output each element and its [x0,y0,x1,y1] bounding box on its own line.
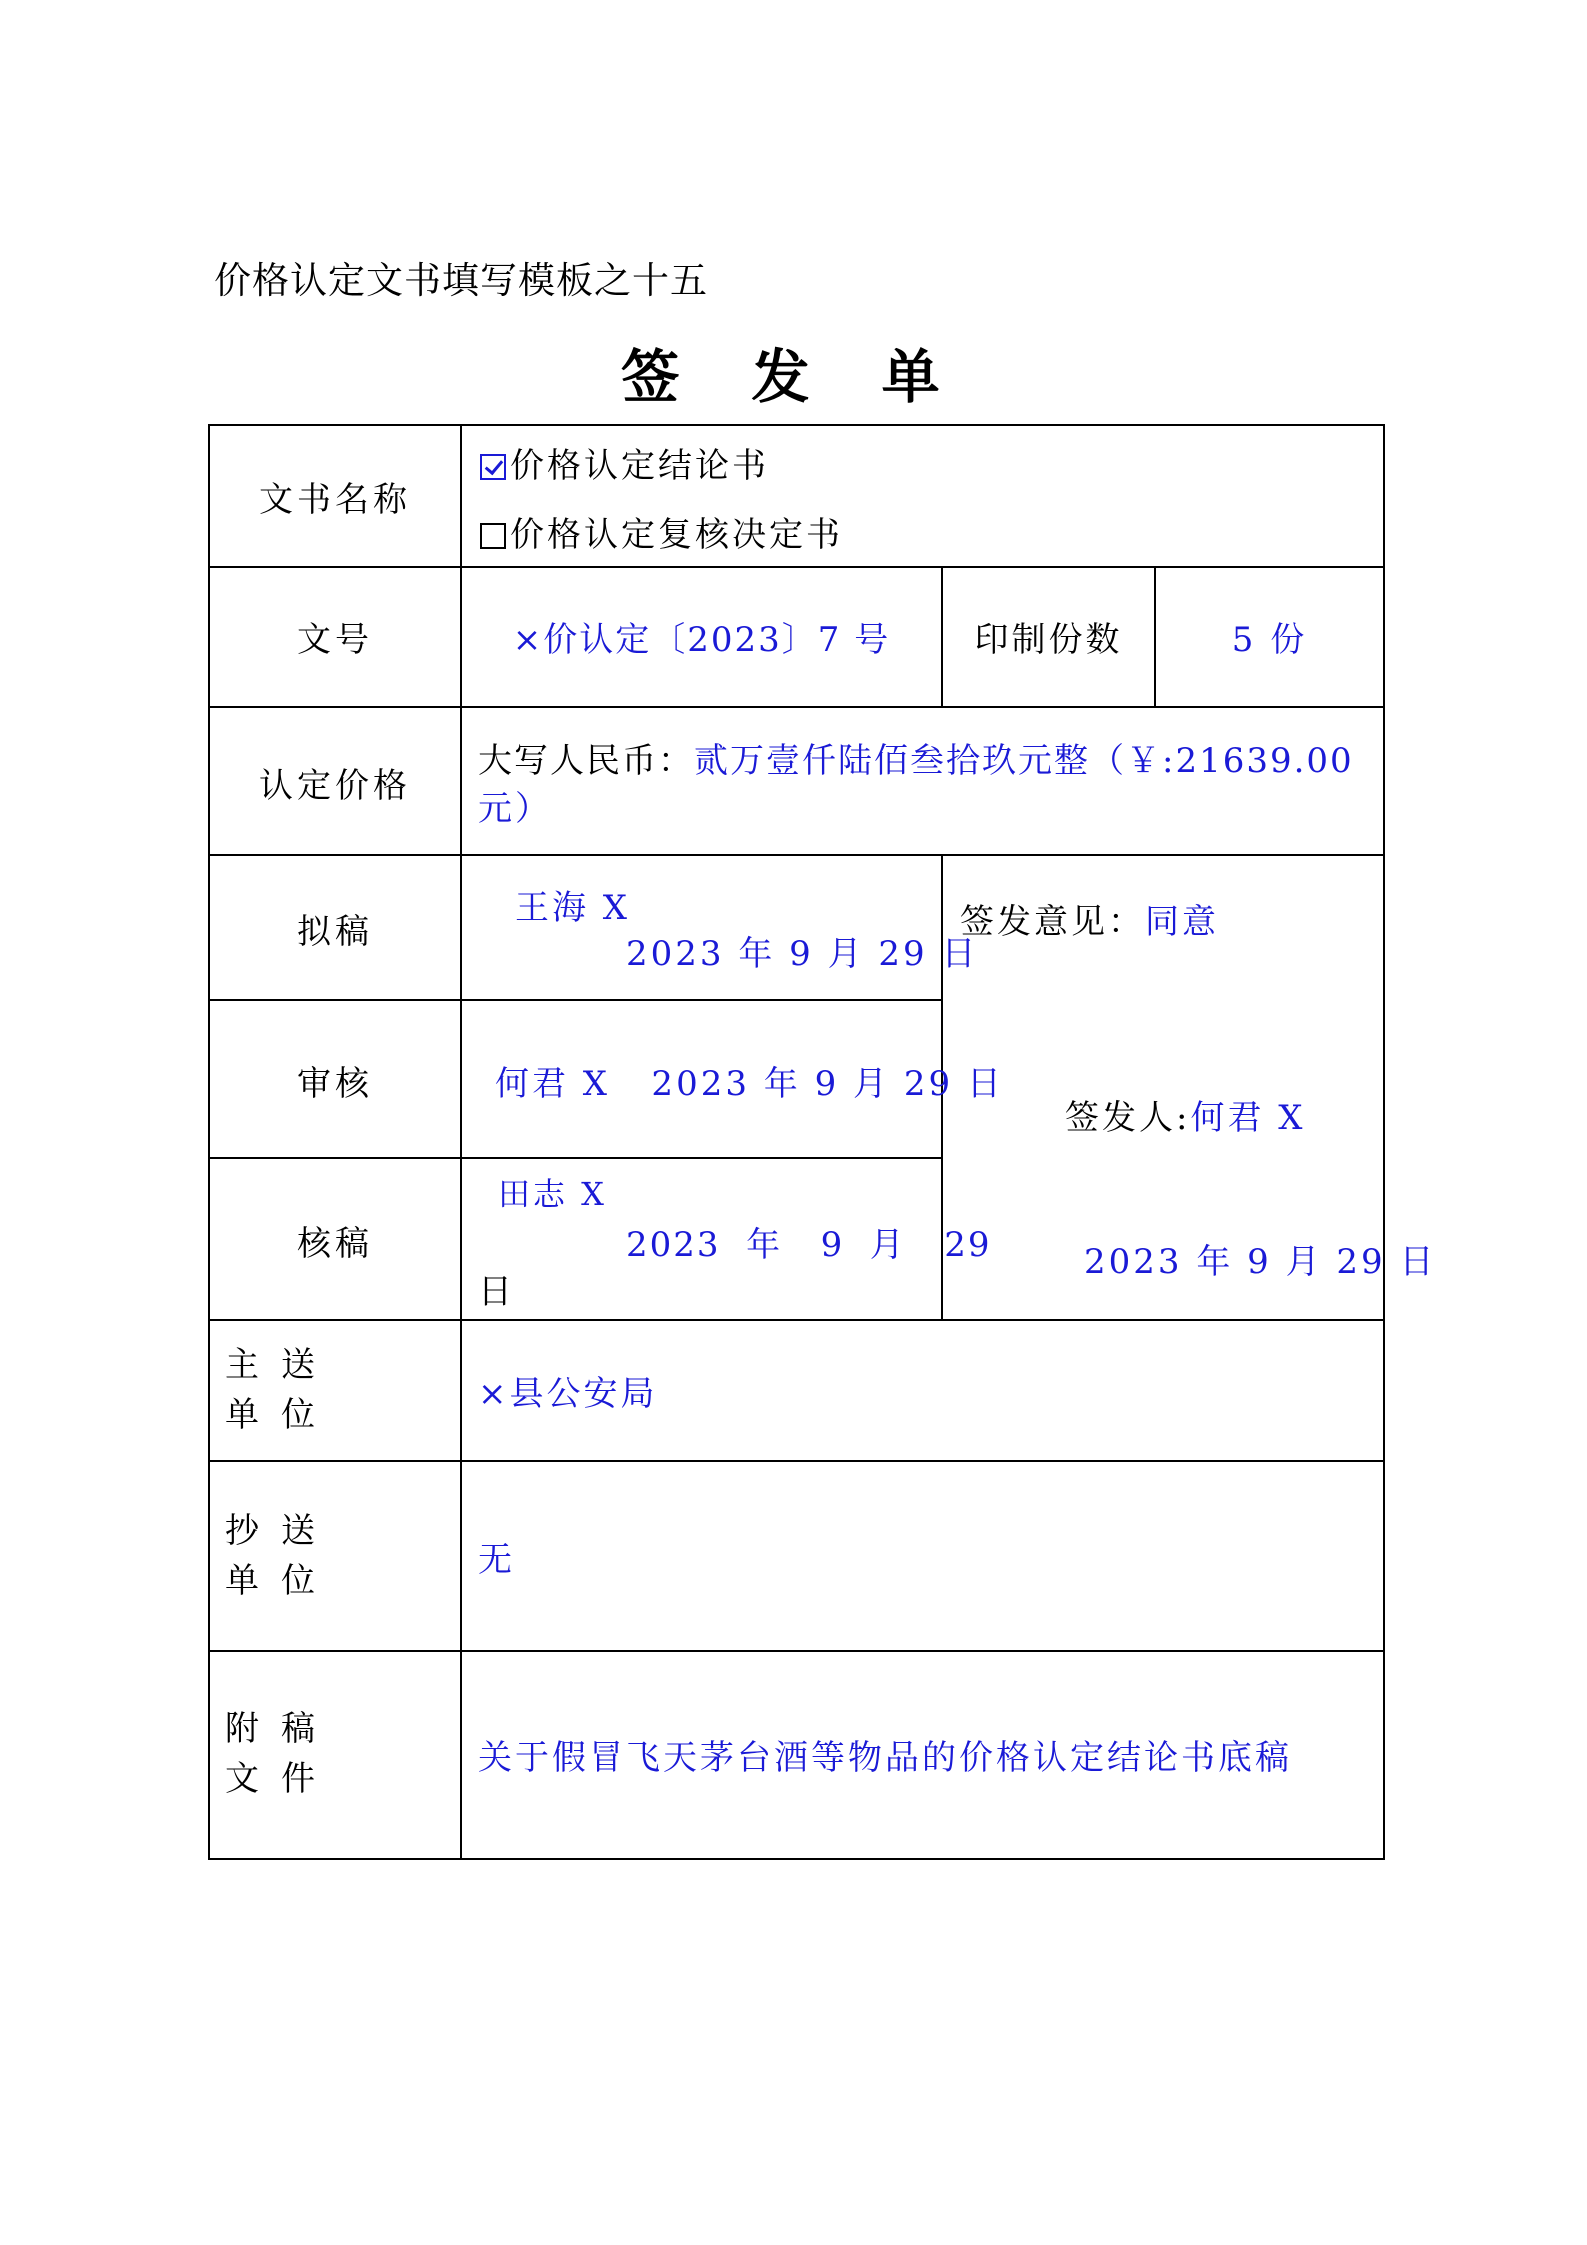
sign-opinion [960,894,1219,943]
main-recipient-value: ×县公安局 [478,1374,658,1414]
page-heading: 价格认定文书填写模板之十五 [214,259,708,302]
draft-name: 王海 X [515,888,631,928]
signer-label: 签发人: [1065,1098,1191,1138]
row-divider [210,566,1383,568]
label-copies: 印制份数 [974,620,1123,660]
attachment-value: 关于假冒飞天茅台酒等物品的价格认定结论书底稿 [478,1738,1292,1778]
option-conclusion[interactable] [480,438,769,487]
checkbox-empty-icon[interactable] [480,523,506,549]
signer [1065,1090,1305,1139]
review-value: 何君 X 2023 年 9 月 29 日 [495,1064,1004,1104]
label-review: 审核 [297,1064,373,1104]
row-divider [210,854,1383,856]
signer-value: 何君 X [1190,1098,1306,1138]
label-doc-number: 文号 [297,620,373,660]
draft-date: 2023 年 9 月 29 日 [626,934,979,974]
row-divider [210,706,1383,708]
doc-number-value: ×价认定〔2023〕7 号 [512,620,891,660]
price-amount: 贰万壹仟陆佰叁拾玖元整（￥:21639.00 [694,741,1354,781]
option-conclusion-label: 价格认定结论书 [510,446,769,486]
check-draft-date: 2023 年 9 月 29 [626,1225,992,1265]
sign-opinion-label: 签发意见： [960,902,1145,942]
price-line-2: 元） [478,789,552,829]
sign-date: 2023 年 9 月 29 日 [1084,1242,1437,1282]
cc-value: 无 [478,1540,515,1580]
row-divider [210,1157,943,1159]
label-price: 认定价格 [259,766,411,806]
row-divider [210,999,943,1001]
check-draft-date-end: 日 [478,1272,515,1312]
checkbox-checked-icon[interactable] [480,454,506,480]
row-divider [210,1650,1383,1652]
row-divider [210,1460,1383,1462]
check-draft-name: 田志 X [498,1175,607,1213]
label-cc: 抄送单位 [225,1511,337,1601]
row-divider [210,1319,1383,1321]
price-line-1 [478,733,1354,782]
option-review-decision[interactable] [480,507,843,556]
sign-opinion-value: 同意 [1145,902,1219,942]
label-main-recipient: 主送单位 [225,1345,337,1435]
label-attachment: 附稿文件 [225,1709,337,1799]
option-review-decision-label: 价格认定复核决定书 [510,515,843,555]
label-doc-name: 文书名称 [259,480,411,520]
form-title: 签 发 单 [621,343,966,411]
price-prefix: 大写人民币： [478,741,694,781]
issuance-form-table [208,424,1437,1860]
label-check-draft: 核稿 [297,1224,373,1264]
copies-value: 5 份 [1231,620,1308,660]
label-draft: 拟稿 [297,912,373,952]
